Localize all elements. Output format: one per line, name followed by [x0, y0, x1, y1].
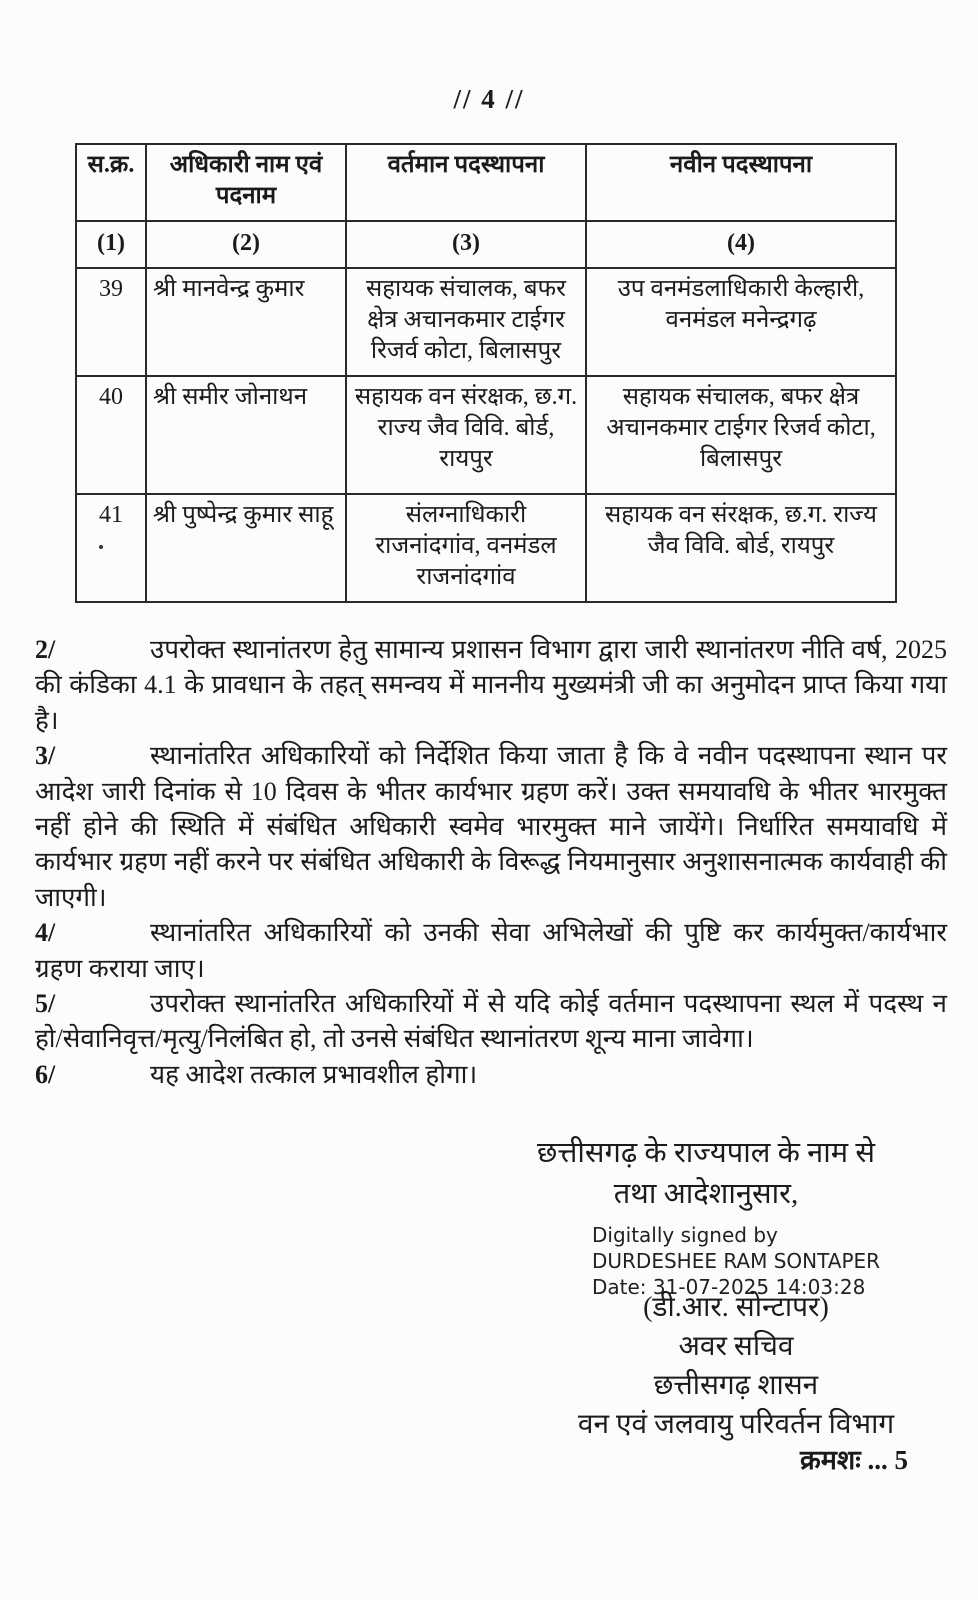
paragraph-2-number: 2/: [35, 635, 56, 664]
row-39-current-posting: सहायक संचालक, बफर क्षेत्र अचानकमार टाईगर रिजर्व कोटा, बिलासपुर: [346, 268, 586, 376]
paragraph-3-number: 3/: [35, 741, 56, 771]
order-paragraphs: [35, 632, 947, 1092]
continuation-marker: क्रमशः ... 5: [800, 1445, 908, 1475]
row-40-name: श्री समीर जोनाथन: [146, 376, 346, 494]
column-number-3: (3): [346, 221, 586, 268]
paragraph-5-text: उपरोक्त स्थानांतरित अधिकारियों में से यदि कोई वर्तमान पदस्थापना स्थल में पदस्थ न हो/सेवानिवृत्त/मृत्यु/निलंबित हो, तो उनसे संबंधित स्थानांतरण शून्य माना जावेगा।: [35, 989, 947, 1054]
paragraph-2-text: उपरोक्त स्थानांतरण हेतु सामान्य प्रशासन विभाग द्वारा जारी स्थानांतरण नीति वर्ष, 2025 की कंडिका 4.1 के प्रावधान के तहत् समन्वय में माननीय मुख्यमंत्री जी का अनुमोदन प्राप्त किया गया है।: [35, 635, 947, 735]
authority-line-1: छत्तीसगढ़ के राज्यपाल के नाम से: [537, 1137, 875, 1169]
table-column-number-row: [76, 221, 896, 268]
paragraph-5-number: 5/: [35, 989, 56, 1019]
paragraph-6-number: 6/: [35, 1059, 56, 1089]
paragraph-4-text: स्थानांतरित अधिकारियों को उनकी सेवा अभिलेखों की पुष्टि कर कार्यमुक्त/कार्यभार ग्रहण कराया जाए।: [35, 918, 947, 983]
table-row: [76, 268, 896, 376]
column-number-1: (1): [76, 221, 146, 268]
signatory-designation: अवर सचिव: [678, 1331, 794, 1362]
header-officer-name: अधिकारी नाम एवं पदनाम: [146, 144, 346, 221]
row-41-current-posting: संलग्नाधिकारी राजनांदगांव, वनमंडल राजनांदगांव: [346, 494, 586, 602]
signatory-department: वन एवं जलवायु परिवर्तन विभाग: [577, 1409, 895, 1440]
column-number-2: (2): [146, 221, 346, 268]
row-40-serial: 40: [76, 376, 146, 494]
signatory-government: छत्तीसगढ़ शासन: [653, 1370, 819, 1401]
authority-statement: [490, 1133, 922, 1215]
signatory-name: (डी.आर. सोन्टापर): [643, 1292, 829, 1323]
paragraph-4: [35, 915, 947, 986]
paragraph-4-number: 4/: [35, 918, 56, 948]
digital-signature-line-1: Digitally signed by: [592, 1223, 778, 1247]
table-header-row: [76, 144, 896, 221]
signatory-block: [520, 1288, 952, 1444]
paragraph-5: [35, 986, 947, 1057]
row-40-current-posting: सहायक वन संरक्षक, छ.ग. राज्य जैव विवि. बोर्ड, रायपुर: [346, 376, 586, 494]
table-row: [76, 494, 896, 602]
digital-signature-name: DURDESHEE RAM SONTAPER: [592, 1249, 881, 1273]
paragraph-6-text: यह आदेश तत्काल प्रभावशील होगा।: [150, 1059, 478, 1089]
page-number: // 4 //: [453, 84, 525, 114]
row-39-name: श्री मानवेन्द्र कुमार: [146, 268, 346, 376]
paragraph-3: [35, 738, 947, 915]
row-41-serial: 41: [76, 494, 146, 602]
row-39-serial: 39: [76, 268, 146, 376]
digital-signature-date: Date: 31-07-2025 14:03:28: [592, 1275, 866, 1299]
header-new-posting: नवीन पदस्थापना: [586, 144, 896, 221]
scan-artifact-dot: [99, 545, 103, 549]
transfer-table: [75, 143, 897, 603]
row-39-new-posting: उप वनमंडलाधिकारी केल्हारी, वनमंडल मनेन्द्रगढ़: [586, 268, 896, 376]
paragraph-6: [35, 1057, 947, 1092]
header-serial-no: स.क्र.: [76, 144, 146, 221]
paragraph-2: [35, 632, 947, 738]
row-40-new-posting: सहायक संचालक, बफर क्षेत्र अचानकमार टाईगर रिजर्व कोटा, बिलासपुर: [586, 376, 896, 494]
header-current-posting: वर्तमान पदस्थापना: [346, 144, 586, 221]
column-number-4: (4): [586, 221, 896, 268]
row-41-new-posting: सहायक वन संरक्षक, छ.ग. राज्य जैव विवि. बोर्ड, रायपुर: [586, 494, 896, 602]
paragraph-3-text: स्थानांतरित अधिकारियों को निर्देशित किया जाता है कि वे नवीन पदस्थापना स्थान पर आदेश जारी दिनांक से 10 दिवस के भीतर कार्यभार ग्रहण करें। उक्त समयावधि के भीतर भारमुक्त नहीं होने की स्थिति में संबंधित अधिकारी स्वमेव भारमुक्त माने जायेंगे। निर्धारित समयावधि में कार्यभार ग्रहण नहीं करने पर संबंधित अधिकारी के विरूद्ध नियमानुसार अनुशासनात्मक कार्यवाही की जाएगी।: [35, 741, 947, 912]
row-41-name: श्री पुष्पेन्द्र कुमार साहू: [146, 494, 346, 602]
authority-line-2: तथा आदेशानुसार,: [613, 1178, 799, 1210]
table-row: [76, 376, 896, 494]
